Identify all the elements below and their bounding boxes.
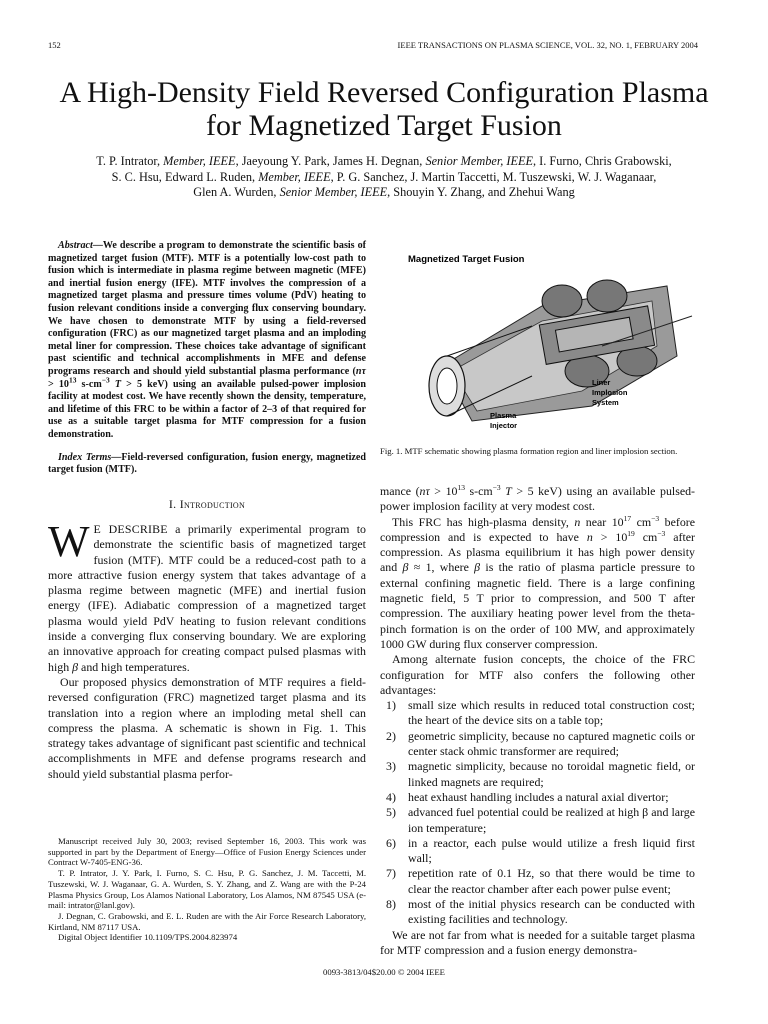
- drop-cap: W: [48, 516, 90, 566]
- right-paragraph-continued: [380, 484, 695, 515]
- advantage-item: [386, 728, 695, 760]
- right-paragraph-final: We are not far from what is needed for a suitable target plasma for MTF compression and a fusion energy demonstra-: [380, 927, 695, 957]
- advantage-item: [386, 789, 695, 805]
- abstract: [48, 240, 366, 442]
- author-text: T. P. Intrator,: [96, 154, 164, 168]
- section-number: I.: [168, 496, 180, 511]
- body-text: near 10: [580, 514, 624, 529]
- advantage-text: magnetic simplicity, because no toroidal magnetic field, or linked magnets are required;: [408, 759, 695, 789]
- author-affil: Member, IEEE: [163, 154, 236, 168]
- advantage-number: 1): [386, 698, 396, 713]
- abstract-label: Abstract: [58, 240, 93, 251]
- advantage-text: heat exhaust handling includes a natural axial divertor;: [408, 789, 669, 804]
- math-beta: β: [474, 560, 481, 575]
- advantage-text: repetition rate of 0.1 Hz, so that there would be time to clear the reactor chamber after each power pulse event;: [408, 866, 695, 896]
- figure-title: Magnetized Target Fusion: [408, 254, 525, 265]
- body-text: > 5 keV) using an available pulsed-power implosion facility at very modest cost.: [380, 484, 695, 514]
- author-affil: Senior Member, IEEE: [279, 185, 388, 199]
- math-beta: β: [402, 560, 409, 575]
- exponent: −3: [492, 483, 501, 493]
- label-plasma: Plasma: [490, 411, 517, 420]
- advantages-list: [380, 698, 695, 927]
- author-affil: Senior Member, IEEE: [425, 154, 534, 168]
- footnote-received: Manuscript received July 30, 2003; revised September 16, 2003. This work was supported in part by the Department of Energy—Office of Fusion Energy Sciences under Contract W-7405-ENG-36.: [48, 836, 366, 868]
- author-text: , Jaeyoung Y. Park, James H. Degnan,: [235, 154, 426, 168]
- body-text: This FRC has high-plasma density,: [392, 514, 575, 529]
- advantage-text: geometric simplicity, because no captured magnetic coils or center stack ohmic transformer are required;: [408, 728, 695, 759]
- advantage-number: 3): [386, 759, 396, 774]
- index-terms-label: Index Terms: [58, 451, 112, 463]
- exponent: 13: [457, 483, 465, 493]
- advantage-text: in a reactor, each pulse would utilize a fresh liquid first wall;: [408, 835, 695, 866]
- intro-paragraph-2: Our proposed physics demonstration of MTF requires a field-reversed configuration (FRC) magnetized target plasma and its translation into a region where an imploding metal shell can compress the plasma. A schematic is shown in Fig. 1. This strategy takes advantage of significant past scientific and technical accomplishments in MFE and defense programs research and should yield substantial plasma perfor-: [48, 674, 366, 781]
- author-text: , P. G. Sanchez, J. Martin Taccetti, M. Tuszewski, W. J. Waganaar,: [330, 169, 657, 184]
- exponent: −3: [657, 528, 666, 538]
- author-affil: Member, IEEE: [258, 169, 331, 184]
- footnote: [48, 836, 366, 943]
- label-injector: Injector: [490, 421, 518, 430]
- advantage-item: [386, 897, 695, 928]
- body-text: > 10: [429, 484, 458, 498]
- mtf-schematic-figure: [392, 246, 699, 441]
- intro-paragraph-1: [48, 516, 366, 675]
- abstract-text: —We describe a program to demonstrate the scientific basis of magnetized target fusion (MTF). MTF is a potentially low-cost path to fusion which is intermediate in plasma regime between magnetic (MFE) and inertial fusion energy (IFE). MTF involves the compression of a magnetized target plasma and pressure times volume (PdV) heating to fusion relevant conditions inside a converging flux conserving boundary. We have chosen to demonstrate MTF by using a field-reversed configuration (FRC) as our magnetized target plasma and an imploding metal liner for compression. These choices take advantage of significant past scientific and technical accomplishments in MFE and defense programs research and should yield substantial plasma performance (: [48, 240, 366, 377]
- label-implosion: Implosion: [592, 388, 628, 397]
- section-title: Introduction: [179, 496, 246, 511]
- footnote-affiliation-1: T. P. Intrator, J. Y. Park, I. Furno, S. C. Hsu, P. G. Sanchez, J. M. Taccetti, M. Tuszewski, W. J. Waganaar, G. A. Wurden, S. Y. Zhang, and Z. Wang are with the P-24 Plasma Physics Group, Los Alamos National Laboratory, Los Alamos, NM 87545 USA (e-mail: intrator@lanl.gov).: [48, 868, 366, 911]
- index-terms: [48, 452, 366, 477]
- label-system: System: [592, 398, 619, 407]
- advantage-text: most of the initial physics research can be conducted with existing facilities and technology.: [408, 897, 695, 927]
- advantage-item: [386, 698, 695, 729]
- body-text: after compression. As plasma equilibrium it has high power density and: [380, 529, 695, 575]
- section-heading: [48, 497, 366, 512]
- advantage-item: [386, 835, 695, 867]
- math-ntau: nτ: [419, 484, 430, 498]
- exponent: −3: [651, 513, 660, 523]
- advantage-item: [386, 759, 695, 790]
- body-text: cm: [634, 529, 658, 544]
- body-text: s-cm: [464, 484, 493, 498]
- advantage-number: 5): [386, 805, 396, 820]
- math-n: n: [574, 514, 581, 529]
- math-T: T: [109, 378, 122, 390]
- advantage-text: small size which results in reduced total construction cost; the heart of the device sits on a table top;: [408, 698, 695, 728]
- body-text: ≈ 1, where: [408, 560, 475, 575]
- right-paragraph-frc: [380, 515, 695, 653]
- body-text: cm: [631, 514, 652, 529]
- paper-title: [30, 76, 738, 142]
- journal-header: IEEE TRANSACTIONS ON PLASMA SCIENCE, VOL. 32, NO. 1, FEBRUARY 2004: [397, 40, 698, 50]
- advantage-number: 4): [386, 789, 396, 804]
- page-number: 152: [48, 40, 61, 50]
- body-text: is the ratio of plasma particle pressure to external confining magnetic field. There is a large confining magnetic field, 5 T prior to compression, and 500 T after compression. The auxiliary heating power level from the theta-pinch formation is on the order of 100 MW, and approximately 1000 GW during flux conserver compression.: [380, 560, 695, 651]
- left-column: [48, 240, 366, 782]
- author-list: [40, 154, 728, 201]
- author-text: S. C. Hsu, Edward L. Ruden,: [111, 169, 259, 184]
- figure-caption: Fig. 1. MTF schematic showing plasma formation region and liner implosion section.: [380, 446, 678, 456]
- lead-caps: E DESCRIBE: [93, 521, 168, 536]
- exponent: 17: [623, 513, 632, 523]
- advantage-number: 8): [386, 897, 396, 912]
- title-line-2: for Magnetized Target Fusion: [206, 109, 562, 142]
- exponent: 19: [627, 528, 635, 538]
- math-n: n: [586, 529, 593, 544]
- footnote-doi: Digital Object Identifier 10.1109/TPS.2004.823974: [58, 932, 238, 943]
- abstract-text: s-cm: [76, 378, 102, 390]
- body-text: and high temperatures.: [78, 659, 190, 674]
- body-text: a primarily experimental program to demonstrate the scientific basis of magnetized target fusion (MTF). MTF could be a reduced-cost path to a more attractive fusion energy system that takes advantage of a plasma regime between magnetic (MFE) and inertial fusion energy (IFE). Adiabatic compression of a magnetized target plasma would yield PdV heating to fusion relevant conditions inside a converging flux conserving boundary. We are exploring an innovative approach for creating compact pulsed plasmas with high: [48, 521, 366, 674]
- math-T: T: [500, 484, 512, 498]
- footnote-affiliation-2: J. Degnan, C. Grabowski, and E. L. Ruden are with the Air Force Research Laboratory, Kirtland, NM 87117 USA.: [48, 910, 366, 932]
- exponent: −3: [101, 375, 110, 385]
- advantage-number: 7): [386, 866, 396, 881]
- author-text: , Shouyin Y. Zhang, and Zhehui Wang: [387, 185, 575, 199]
- index-terms-text: —Field-reversed configuration, fusion energy, magnetized target fusion (MTF).: [48, 451, 366, 476]
- advantage-item: [386, 805, 695, 836]
- body-text: mance (: [380, 484, 420, 498]
- right-paragraph-advantages-intro: Among alternate fusion concepts, the choice of the FRC configuration for MTF also confers the following other advantages:: [380, 652, 695, 697]
- author-text: Glen A. Wurden,: [193, 185, 280, 199]
- title-line-1: A High-Density Field Reversed Configuration Plasma: [59, 76, 709, 109]
- author-text: , I. Furno, Chris Grabowski,: [533, 154, 672, 168]
- body-text: > 10: [592, 529, 628, 544]
- body-text: before compression and is expected to have: [380, 514, 696, 544]
- advantage-number: 2): [386, 728, 396, 743]
- exponent: 13: [68, 375, 77, 385]
- abstract-text: > 5 keV) using an available pulsed-power implosion facility at modest cost. We have recently shown the density, temperature, and lifetime of this FRC to be within a factor of 2–3 of that required for use as a suitable target plasma for MTF compression for a fusion demonstration.: [48, 378, 366, 440]
- advantage-number: 6): [386, 835, 396, 850]
- copyright-footer: 0093-3813/04$20.00 © 2004 IEEE: [323, 967, 445, 977]
- advantage-item: [386, 866, 695, 897]
- label-liner: Liner: [592, 378, 611, 387]
- advantage-text: advanced fuel potential could be realized at high β and large ion temperature;: [408, 805, 695, 835]
- right-column: [380, 484, 695, 958]
- abstract-text: > 10: [48, 378, 69, 390]
- math-beta: β: [72, 659, 79, 674]
- math-ntau: nτ: [355, 365, 366, 377]
